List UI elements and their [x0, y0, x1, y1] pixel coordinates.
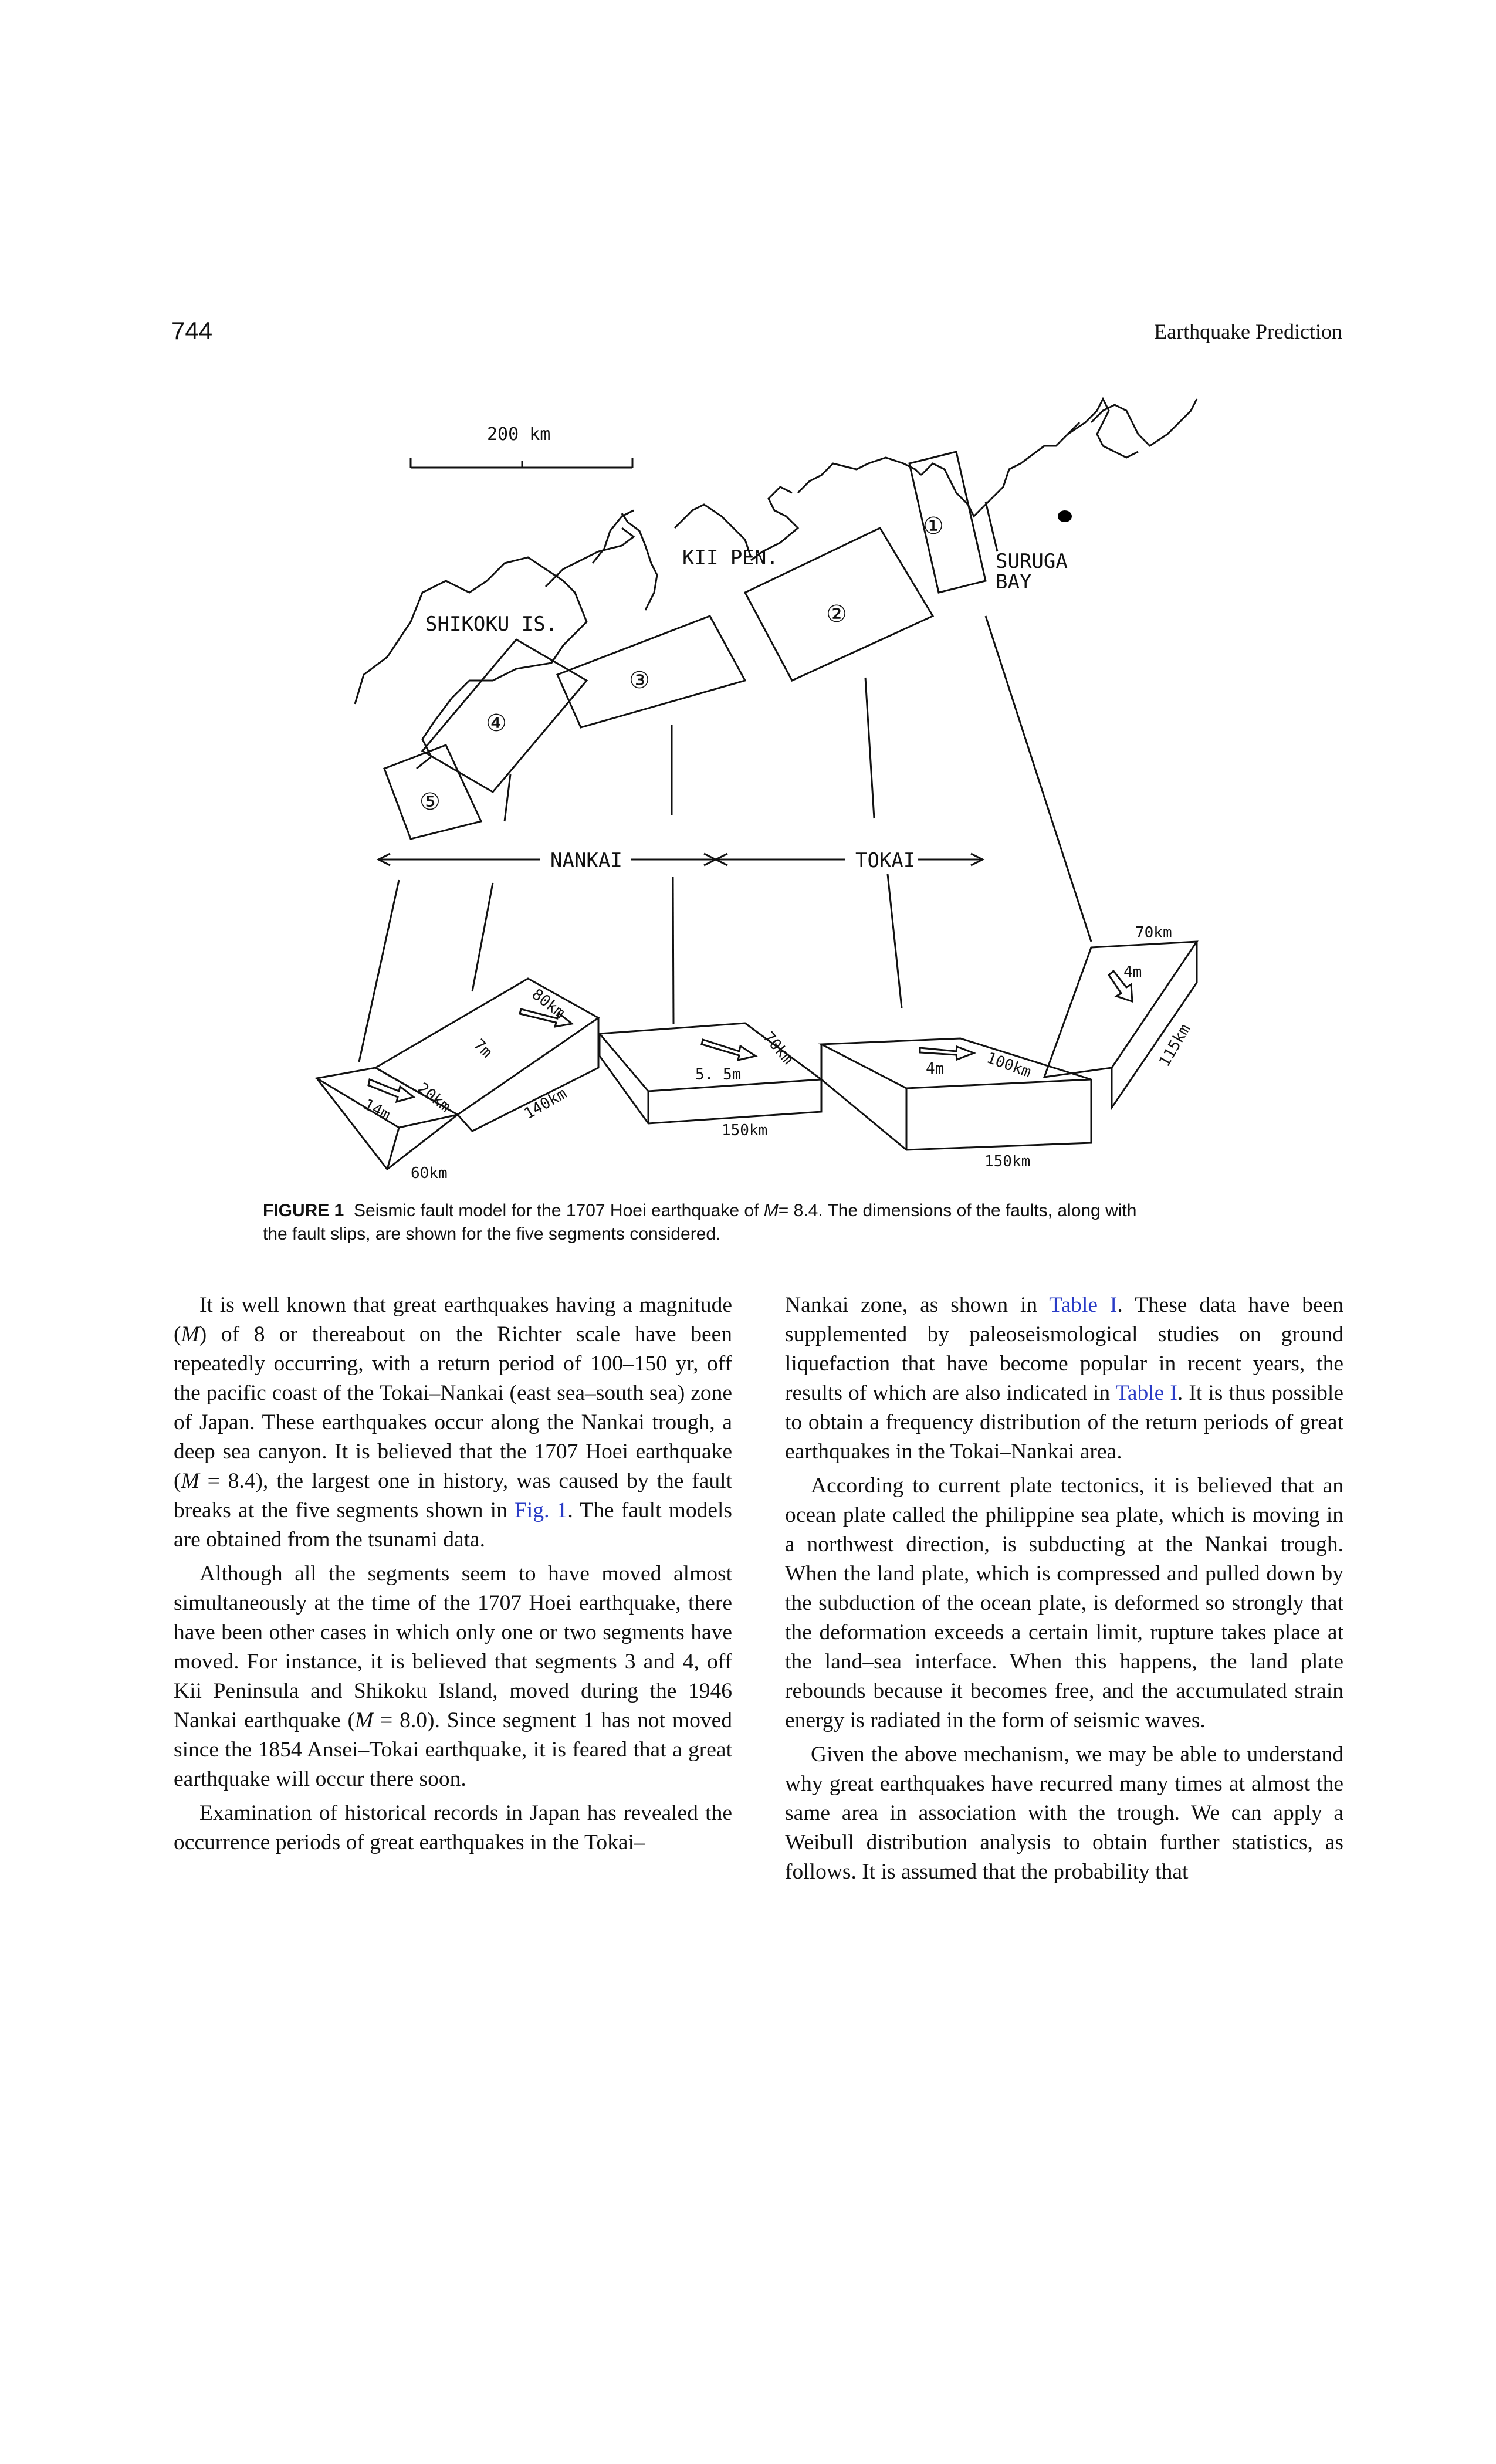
s3-width: 150km [722, 1122, 768, 1139]
scale-label: 200 km [487, 424, 551, 445]
figure-caption [263, 1199, 1260, 1246]
s2-len: 100km [984, 1049, 1034, 1082]
fault-block-3 [600, 1023, 821, 1139]
s3-slip: 5. 5m [695, 1066, 742, 1084]
scale-bar [411, 424, 632, 468]
caption-text-c: the fault slips, are shown for the five segments considered. [263, 1224, 721, 1244]
table-1-link-2[interactable]: Table I [1115, 1381, 1177, 1405]
coastline [355, 399, 1197, 769]
tokai-label: TOKAI [855, 849, 916, 872]
caption-text-b: = 8.4. The dimensions of the faults, along with [778, 1201, 1137, 1220]
s2-width: 150km [984, 1153, 1031, 1170]
s3-len: 70km [759, 1028, 797, 1068]
fault-block-5 [317, 1068, 458, 1182]
s4-slip: 7m [470, 1035, 496, 1062]
s5-slip: 14m [360, 1095, 394, 1125]
s2-slip: 4m [926, 1060, 945, 1078]
segment-number-4: ④ [486, 710, 507, 737]
segment-number-2: ② [826, 601, 847, 628]
left-paragraph-1: It is well known that great earthquakes having a magnitude (M) of 8 or thereabout on the Richter scale have been repeatedly occurring, with a return period of 100–150 yr, off the pacific coast of the Tokai–Nankai (east sea–south sea) zone of Japan. These earthquakes occur along the Nankai trough, a deep sea canyon. It is believed that the 1707 Hoei earthquake (M = 8.4), the largest one in history, was caused by the fault breaks at the five segments shown in Fig. 1. The fault models are obtained from the tsunami data. [174, 1293, 733, 1552]
page-number: 744 [171, 317, 213, 344]
segment-number-3: ③ [629, 667, 650, 694]
fault-model-figure [0, 352, 1496, 1197]
segment-number-1: ① [923, 513, 944, 540]
fault-block-4 [375, 979, 598, 1131]
running-title: Earthquake Prediction [1154, 320, 1342, 343]
s4-len: 80km [528, 985, 568, 1023]
nankai-label: NANKAI [550, 849, 622, 872]
right-column [785, 1291, 1343, 1891]
caption-label: FIGURE 1 [263, 1201, 344, 1220]
s1-slip: 4m [1123, 963, 1142, 981]
suruga-label-1: SURUGA [996, 550, 1068, 573]
s5-len: 20km [414, 1079, 454, 1116]
right-paragraph-2: According to current plate tectonics, it is believed that an ocean plate called the philippine sea plate, which is moving in a northwest direction, is subducting at the Nankai trough. When the land plate, which is compressed and pulled down by the subduction of the ocean plate, is deformed so strongly that the deformation exceeds a certain limit, rupture takes place at the land–sea interface. When this happens, the land plate rebounds because it becomes free, and the accumulated strain energy is radiated in the form of seismic waves. [785, 1474, 1343, 1732]
caption-text-a: Seismic fault model for the 1707 Hoei earthquake of [354, 1201, 759, 1220]
fig-1-link[interactable]: Fig. 1 [515, 1498, 568, 1522]
s4-width: 140km [521, 1084, 570, 1123]
s5-width: 60km [411, 1165, 448, 1182]
projection-lines [359, 616, 1091, 1062]
shikoku-label: SHIKOKU IS. [425, 612, 558, 636]
s1-width: 115km [1156, 1021, 1194, 1070]
s1-len: 70km [1135, 924, 1172, 942]
map-segment-3 [557, 616, 745, 727]
right-paragraph-1: Nankai zone, as shown in Table I. These data have been supplemented by paleoseismological studies on ground liquefaction that have become popular in recent years, the results of which are also indicated in Table I. It is thus possible to obtain a frequency distribution of the return periods of great earthquakes in the Tokai–Nankai area. [785, 1293, 1343, 1464]
left-paragraph-3: Examination of historical records in Japan has revealed the occurrence periods of great earthquakes in the Tokai– [174, 1801, 732, 1854]
left-column [174, 1291, 732, 1862]
segment-number-5: ⑤ [419, 788, 441, 815]
table-1-link[interactable]: Table I [1049, 1293, 1118, 1317]
map-segment-1 [909, 452, 986, 593]
left-paragraph-2: Although all the segments seem to have moved almost simultaneously at the time of the 1707 Hoei earthquake, there have been other cases in which only one or two segments have moved. For instance, it is believed that segments 3 and 4, off Kii Peninsula and Shikoku Island, moved during the 1946 Nankai earthquake (M = 8.0). Since segment 1 has not moved since the 1854 Ansei–Tokai earthquake, it is feared that a great earthquake will occur there soon. [174, 1562, 732, 1791]
right-paragraph-3: Given the above mechanism, we may be able to understand why great earthquakes have recurred many times at almost the same area in association with the trough. We can apply a Weibull distribution analysis to obtain further statistics, as follows. It is assumed that the probability that [785, 1742, 1343, 1884]
suruga-label-2: BAY [996, 570, 1032, 594]
zone-arrows [378, 849, 983, 872]
caption-m: M [763, 1201, 779, 1220]
kii-peninsula-label: KII PEN. [682, 546, 779, 570]
